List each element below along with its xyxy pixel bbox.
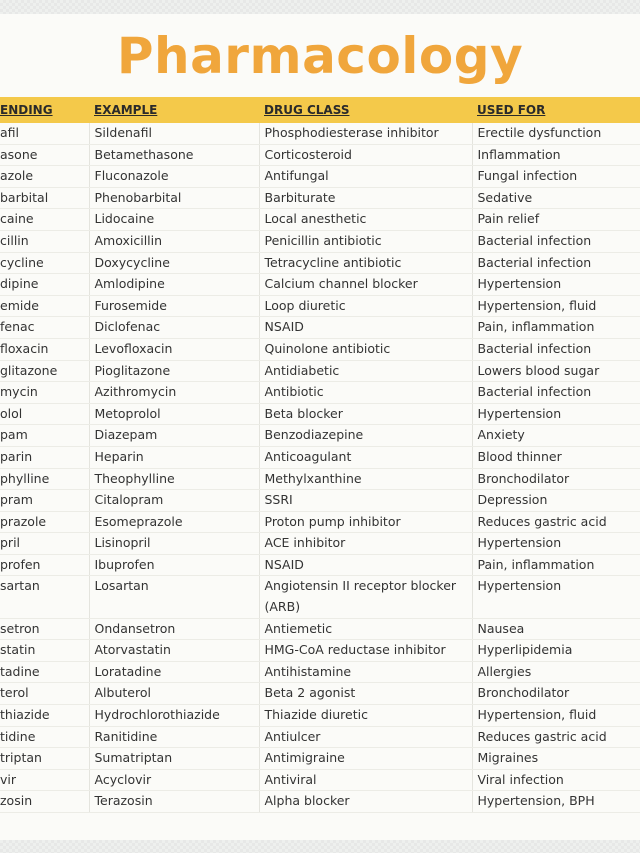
used-for-cell: Bacterial infection — [472, 252, 640, 274]
table-row — [0, 640, 640, 662]
table-row — [0, 166, 640, 188]
drug-class-cell: Angiotensin II receptor blocker (ARB) — [259, 576, 472, 618]
table-row — [0, 490, 640, 512]
drug-class-cell: Loop diuretic — [259, 295, 472, 317]
ending-cell: parin — [0, 446, 89, 468]
ending-cell: vir — [0, 769, 89, 791]
ending-cell: olol — [0, 403, 89, 425]
drug-class-cell: Methylxanthine — [259, 468, 472, 490]
example-cell: Heparin — [89, 446, 259, 468]
example-cell: Ibuprofen — [89, 554, 259, 576]
drug-class-cell: Calcium channel blocker — [259, 274, 472, 296]
ending-cell: tidine — [0, 726, 89, 748]
used-for-cell: Depression — [472, 490, 640, 512]
drug-class-cell: NSAID — [259, 317, 472, 339]
table-row — [0, 295, 640, 317]
example-cell: Loratadine — [89, 661, 259, 683]
example-cell: Pioglitazone — [89, 360, 259, 382]
ending-cell: cillin — [0, 230, 89, 252]
example-cell: Atorvastatin — [89, 640, 259, 662]
drug-class-cell: Antidiabetic — [259, 360, 472, 382]
table-row — [0, 468, 640, 490]
ending-cell: pril — [0, 533, 89, 555]
drug-class-cell: Beta blocker — [259, 403, 472, 425]
table-row — [0, 252, 640, 274]
used-for-cell: Hypertension, fluid — [472, 705, 640, 727]
used-for-cell: Erectile dysfunction — [472, 123, 640, 144]
used-for-cell: Hypertension — [472, 403, 640, 425]
example-cell: Albuterol — [89, 683, 259, 705]
table-row — [0, 123, 640, 144]
table-row — [0, 338, 640, 360]
table-body — [0, 123, 640, 813]
table-row — [0, 230, 640, 252]
example-cell: Acyclovir — [89, 769, 259, 791]
drug-class-cell: Phosphodiesterase inhibitor — [259, 123, 472, 144]
ending-cell: thiazide — [0, 705, 89, 727]
example-cell: Doxycycline — [89, 252, 259, 274]
table-row — [0, 511, 640, 533]
used-for-cell: Reduces gastric acid — [472, 726, 640, 748]
example-cell: Terazosin — [89, 791, 259, 813]
drug-table — [0, 97, 640, 813]
example-cell: Amlodipine — [89, 274, 259, 296]
table-row — [0, 748, 640, 770]
ending-cell: dipine — [0, 274, 89, 296]
used-for-cell: Hyperlipidemia — [472, 640, 640, 662]
drug-class-cell: Penicillin antibiotic — [259, 230, 472, 252]
example-cell: Citalopram — [89, 490, 259, 512]
used-for-cell: Hypertension — [472, 274, 640, 296]
header-example: EXAMPLE — [89, 97, 259, 123]
table-row — [0, 683, 640, 705]
ending-cell: phylline — [0, 468, 89, 490]
table-row — [0, 187, 640, 209]
ending-cell: floxacin — [0, 338, 89, 360]
drug-class-cell: Antihistamine — [259, 661, 472, 683]
drug-class-cell: Quinolone antibiotic — [259, 338, 472, 360]
drug-class-cell: Antifungal — [259, 166, 472, 188]
table-row — [0, 446, 640, 468]
drug-class-cell: Antimigraine — [259, 748, 472, 770]
ending-cell: caine — [0, 209, 89, 231]
ending-cell: prazole — [0, 511, 89, 533]
ending-cell: sartan — [0, 576, 89, 618]
ending-cell: afil — [0, 123, 89, 144]
drug-class-cell: Anticoagulant — [259, 446, 472, 468]
table-row — [0, 382, 640, 404]
used-for-cell: Anxiety — [472, 425, 640, 447]
example-cell: Amoxicillin — [89, 230, 259, 252]
document-sheet — [0, 14, 640, 840]
example-cell: Levofloxacin — [89, 338, 259, 360]
table-row — [0, 618, 640, 640]
used-for-cell: Hypertension — [472, 533, 640, 555]
header-used-for: USED FOR — [472, 97, 640, 123]
table-row — [0, 403, 640, 425]
ending-cell: cycline — [0, 252, 89, 274]
example-cell: Metoprolol — [89, 403, 259, 425]
drug-class-cell: Barbiturate — [259, 187, 472, 209]
used-for-cell: Pain relief — [472, 209, 640, 231]
used-for-cell: Bacterial infection — [472, 230, 640, 252]
ending-cell: triptan — [0, 748, 89, 770]
table-row — [0, 144, 640, 166]
ending-cell: pam — [0, 425, 89, 447]
example-cell: Diclofenac — [89, 317, 259, 339]
table-row — [0, 705, 640, 727]
example-cell: Lisinopril — [89, 533, 259, 555]
used-for-cell: Pain, inflammation — [472, 554, 640, 576]
used-for-cell: Bacterial infection — [472, 338, 640, 360]
used-for-cell: Allergies — [472, 661, 640, 683]
ending-cell: tadine — [0, 661, 89, 683]
ending-cell: zosin — [0, 791, 89, 813]
drug-class-cell: Alpha blocker — [259, 791, 472, 813]
ending-cell: pram — [0, 490, 89, 512]
ending-cell: fenac — [0, 317, 89, 339]
used-for-cell: Bacterial infection — [472, 382, 640, 404]
table-row — [0, 360, 640, 382]
example-cell: Losartan — [89, 576, 259, 618]
table-row — [0, 661, 640, 683]
drug-class-cell: Tetracycline antibiotic — [259, 252, 472, 274]
ending-cell: setron — [0, 618, 89, 640]
used-for-cell: Fungal infection — [472, 166, 640, 188]
ending-cell: emide — [0, 295, 89, 317]
header-ending: ENDING — [0, 97, 89, 123]
table-row — [0, 576, 640, 618]
example-cell: Lidocaine — [89, 209, 259, 231]
ending-cell: mycin — [0, 382, 89, 404]
used-for-cell: Viral infection — [472, 769, 640, 791]
example-cell: Sildenafil — [89, 123, 259, 144]
example-cell: Hydrochlorothiazide — [89, 705, 259, 727]
drug-class-cell: Antiemetic — [259, 618, 472, 640]
ending-cell: glitazone — [0, 360, 89, 382]
used-for-cell: Hypertension — [472, 576, 640, 618]
table-row — [0, 425, 640, 447]
table-row — [0, 317, 640, 339]
table-row — [0, 533, 640, 555]
used-for-cell: Bronchodilator — [472, 683, 640, 705]
drug-class-cell: Beta 2 agonist — [259, 683, 472, 705]
example-cell: Ondansetron — [89, 618, 259, 640]
used-for-cell: Pain, inflammation — [472, 317, 640, 339]
drug-class-cell: Antibiotic — [259, 382, 472, 404]
ending-cell: terol — [0, 683, 89, 705]
used-for-cell: Bronchodilator — [472, 468, 640, 490]
table-row — [0, 726, 640, 748]
example-cell: Phenobarbital — [89, 187, 259, 209]
drug-class-cell: Corticosteroid — [259, 144, 472, 166]
used-for-cell: Hypertension, BPH — [472, 791, 640, 813]
table-row — [0, 209, 640, 231]
ending-cell: asone — [0, 144, 89, 166]
used-for-cell: Sedative — [472, 187, 640, 209]
ending-cell: barbital — [0, 187, 89, 209]
drug-class-cell: NSAID — [259, 554, 472, 576]
table-header-row — [0, 97, 640, 123]
used-for-cell: Inflammation — [472, 144, 640, 166]
table-row — [0, 769, 640, 791]
drug-class-cell: Antiulcer — [259, 726, 472, 748]
drug-class-cell: ACE inhibitor — [259, 533, 472, 555]
example-cell: Theophylline — [89, 468, 259, 490]
used-for-cell: Reduces gastric acid — [472, 511, 640, 533]
used-for-cell: Lowers blood sugar — [472, 360, 640, 382]
ending-cell: profen — [0, 554, 89, 576]
table-row — [0, 554, 640, 576]
header-drug-class: DRUG CLASS — [259, 97, 472, 123]
example-cell: Betamethasone — [89, 144, 259, 166]
example-cell: Diazepam — [89, 425, 259, 447]
drug-class-cell: Benzodiazepine — [259, 425, 472, 447]
drug-class-cell: Thiazide diuretic — [259, 705, 472, 727]
example-cell: Fluconazole — [89, 166, 259, 188]
example-cell: Furosemide — [89, 295, 259, 317]
example-cell: Esomeprazole — [89, 511, 259, 533]
example-cell: Azithromycin — [89, 382, 259, 404]
used-for-cell: Hypertension, fluid — [472, 295, 640, 317]
used-for-cell: Blood thinner — [472, 446, 640, 468]
example-cell: Sumatriptan — [89, 748, 259, 770]
ending-cell: statin — [0, 640, 89, 662]
table-row — [0, 791, 640, 813]
example-cell: Ranitidine — [89, 726, 259, 748]
page-title: Pharmacology — [116, 26, 524, 85]
drug-class-cell: Antiviral — [259, 769, 472, 791]
ending-cell: azole — [0, 166, 89, 188]
table-row — [0, 274, 640, 296]
drug-class-cell: HMG-CoA reductase inhibitor — [259, 640, 472, 662]
used-for-cell: Migraines — [472, 748, 640, 770]
used-for-cell: Nausea — [472, 618, 640, 640]
drug-class-cell: SSRI — [259, 490, 472, 512]
drug-class-cell: Local anesthetic — [259, 209, 472, 231]
drug-class-cell: Proton pump inhibitor — [259, 511, 472, 533]
